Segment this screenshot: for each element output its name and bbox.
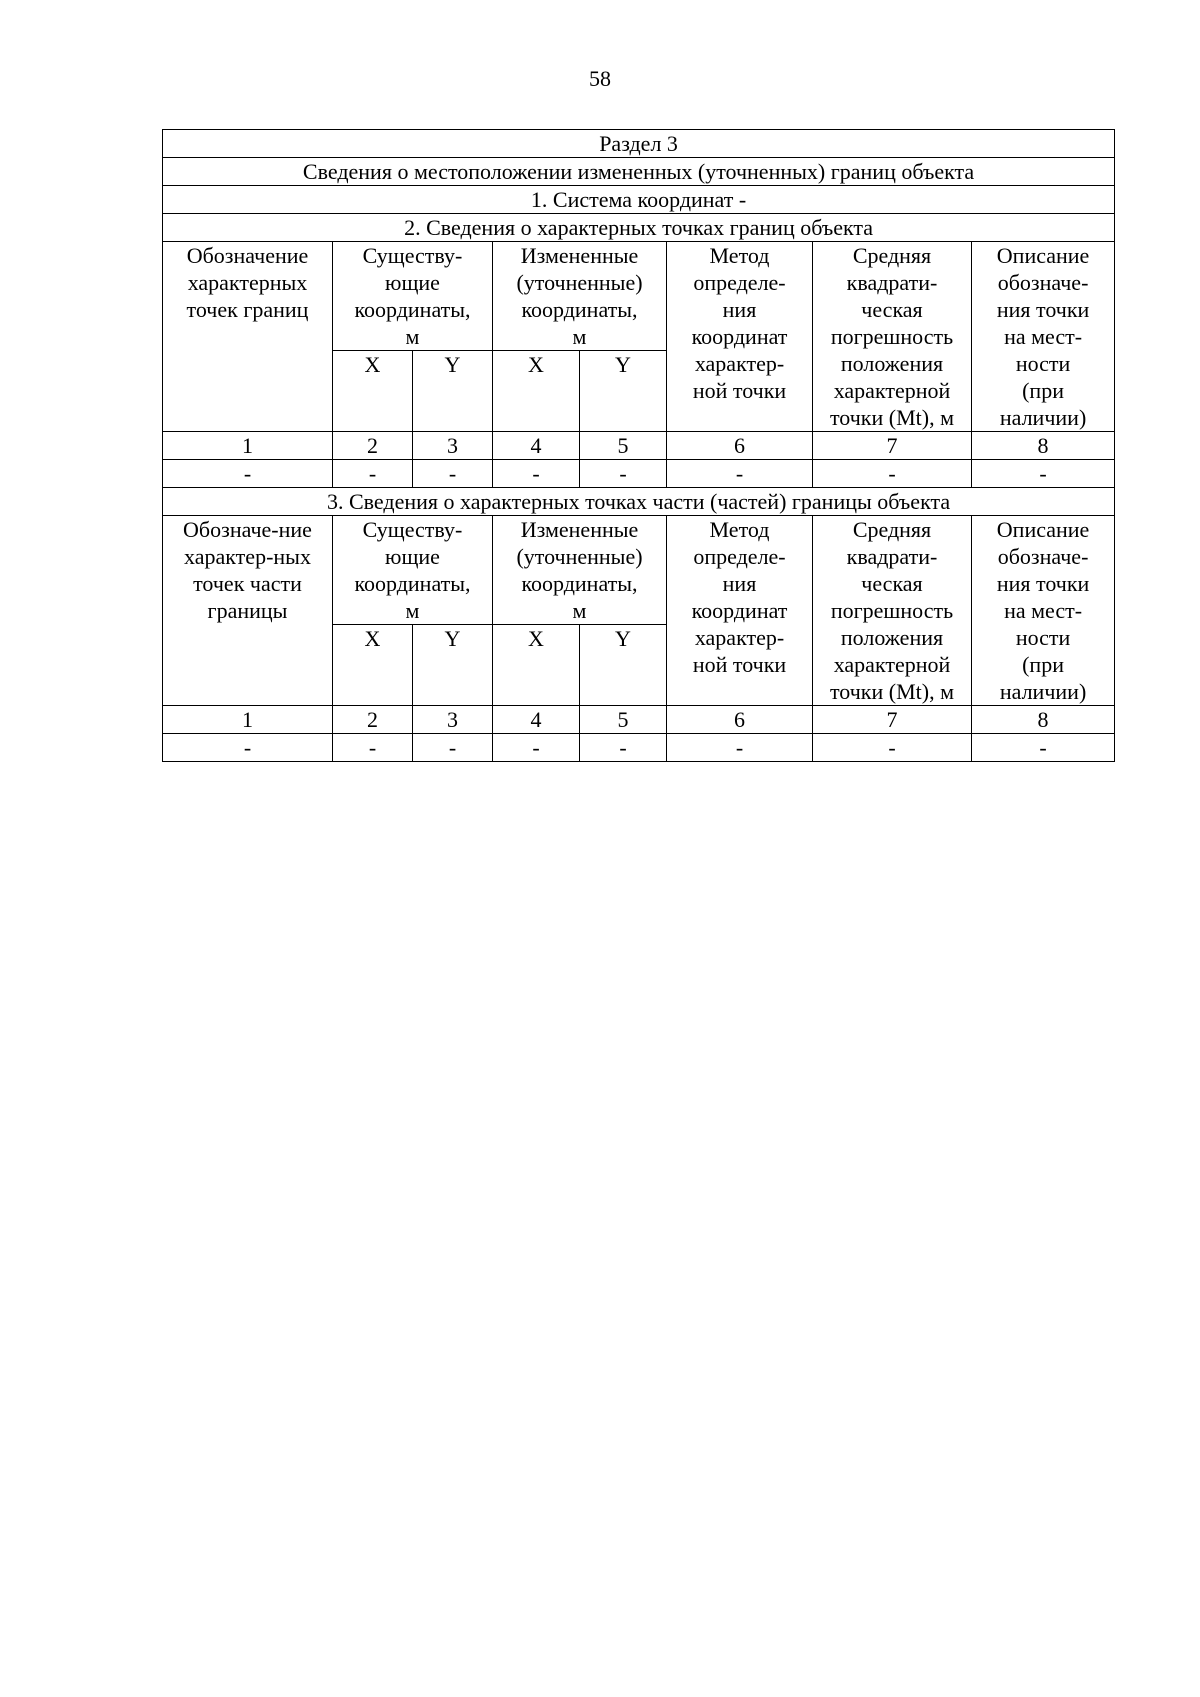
table-cell: 5	[580, 706, 667, 734]
block1-header-method: Метод определе- ния координат характер- ной точки	[667, 242, 813, 432]
coordinate-system: 1. Система координат -	[163, 186, 1115, 214]
table-cell: 3	[413, 432, 493, 460]
block1-sub-y-changed: Y	[580, 351, 667, 432]
table-cell: 6	[667, 706, 813, 734]
section-3-table	[162, 129, 1115, 762]
table-cell: 6	[667, 432, 813, 460]
table-cell: -	[333, 734, 413, 762]
table-cell: -	[493, 460, 580, 488]
table-cell: -	[972, 460, 1115, 488]
table-cell: -	[493, 734, 580, 762]
table-cell: -	[580, 734, 667, 762]
block2-header-designation: Обозначе-ние характер-ных точек части границы	[163, 516, 333, 706]
block2-number-row	[163, 706, 1115, 734]
table-cell: -	[813, 460, 972, 488]
block2-data-row	[163, 734, 1115, 762]
block2-header-description: Описание обозначе- ния точки на мест- ности (при наличии)	[972, 516, 1115, 706]
block2-header-changed-coords: Измененные (уточненные) координаты, м	[493, 516, 667, 625]
block2-sub-x-existing: X	[333, 625, 413, 706]
table-cell: 8	[972, 706, 1115, 734]
block2-sub-y-changed: Y	[580, 625, 667, 706]
table-cell: -	[580, 460, 667, 488]
table-cell: -	[163, 734, 333, 762]
block1-data-row	[163, 460, 1115, 488]
page-number: 58	[589, 66, 611, 91]
table-cell: -	[163, 460, 333, 488]
block1-header-error: Средняя квадрати- ческая погрешность положения характерной точки (Mt), м	[813, 242, 972, 432]
block2-heading: 3. Сведения о характерных точках части (частей) границы объекта	[163, 488, 1115, 516]
table-cell: 2	[333, 432, 413, 460]
table-cell: 7	[813, 432, 972, 460]
table-cell: 1	[163, 706, 333, 734]
block1-header-existing-coords: Существу- ющие координаты, м	[333, 242, 493, 351]
block1-header-changed-coords: Измененные (уточненные) координаты, м	[493, 242, 667, 351]
table-cell: -	[333, 460, 413, 488]
block1-sub-x-changed: X	[493, 351, 580, 432]
block1-heading: 2. Сведения о характерных точках границ объекта	[163, 214, 1115, 242]
table-cell: -	[972, 734, 1115, 762]
block2-sub-x-changed: X	[493, 625, 580, 706]
table-cell: -	[413, 734, 493, 762]
section-subtitle: Сведения о местоположении измененных (уточненных) границ объекта	[163, 158, 1115, 186]
block1-sub-x-existing: X	[333, 351, 413, 432]
table-cell: 7	[813, 706, 972, 734]
table-cell: 1	[163, 432, 333, 460]
block2-header-existing-coords: Существу- ющие координаты, м	[333, 516, 493, 625]
table-cell: -	[413, 460, 493, 488]
block2-header-method: Метод определе- ния координат характер- ной точки	[667, 516, 813, 706]
block1-number-row	[163, 432, 1115, 460]
block1-sub-y-existing: Y	[413, 351, 493, 432]
table-cell: -	[813, 734, 972, 762]
table-cell: 2	[333, 706, 413, 734]
table-cell: -	[667, 734, 813, 762]
block2-header-error: Средняя квадрати- ческая погрешность положения характерной точки (Mt), м	[813, 516, 972, 706]
table-cell: 8	[972, 432, 1115, 460]
block1-header-designation: Обозначение характерных точек границ	[163, 242, 333, 432]
table-cell: 4	[493, 432, 580, 460]
table-cell: 4	[493, 706, 580, 734]
table-cell: 3	[413, 706, 493, 734]
section-title: Раздел 3	[163, 130, 1115, 158]
block1-header-description: Описание обозначе- ния точки на мест- ности (при наличии)	[972, 242, 1115, 432]
block2-sub-y-existing: Y	[413, 625, 493, 706]
table-cell: -	[667, 460, 813, 488]
table-cell: 5	[580, 432, 667, 460]
